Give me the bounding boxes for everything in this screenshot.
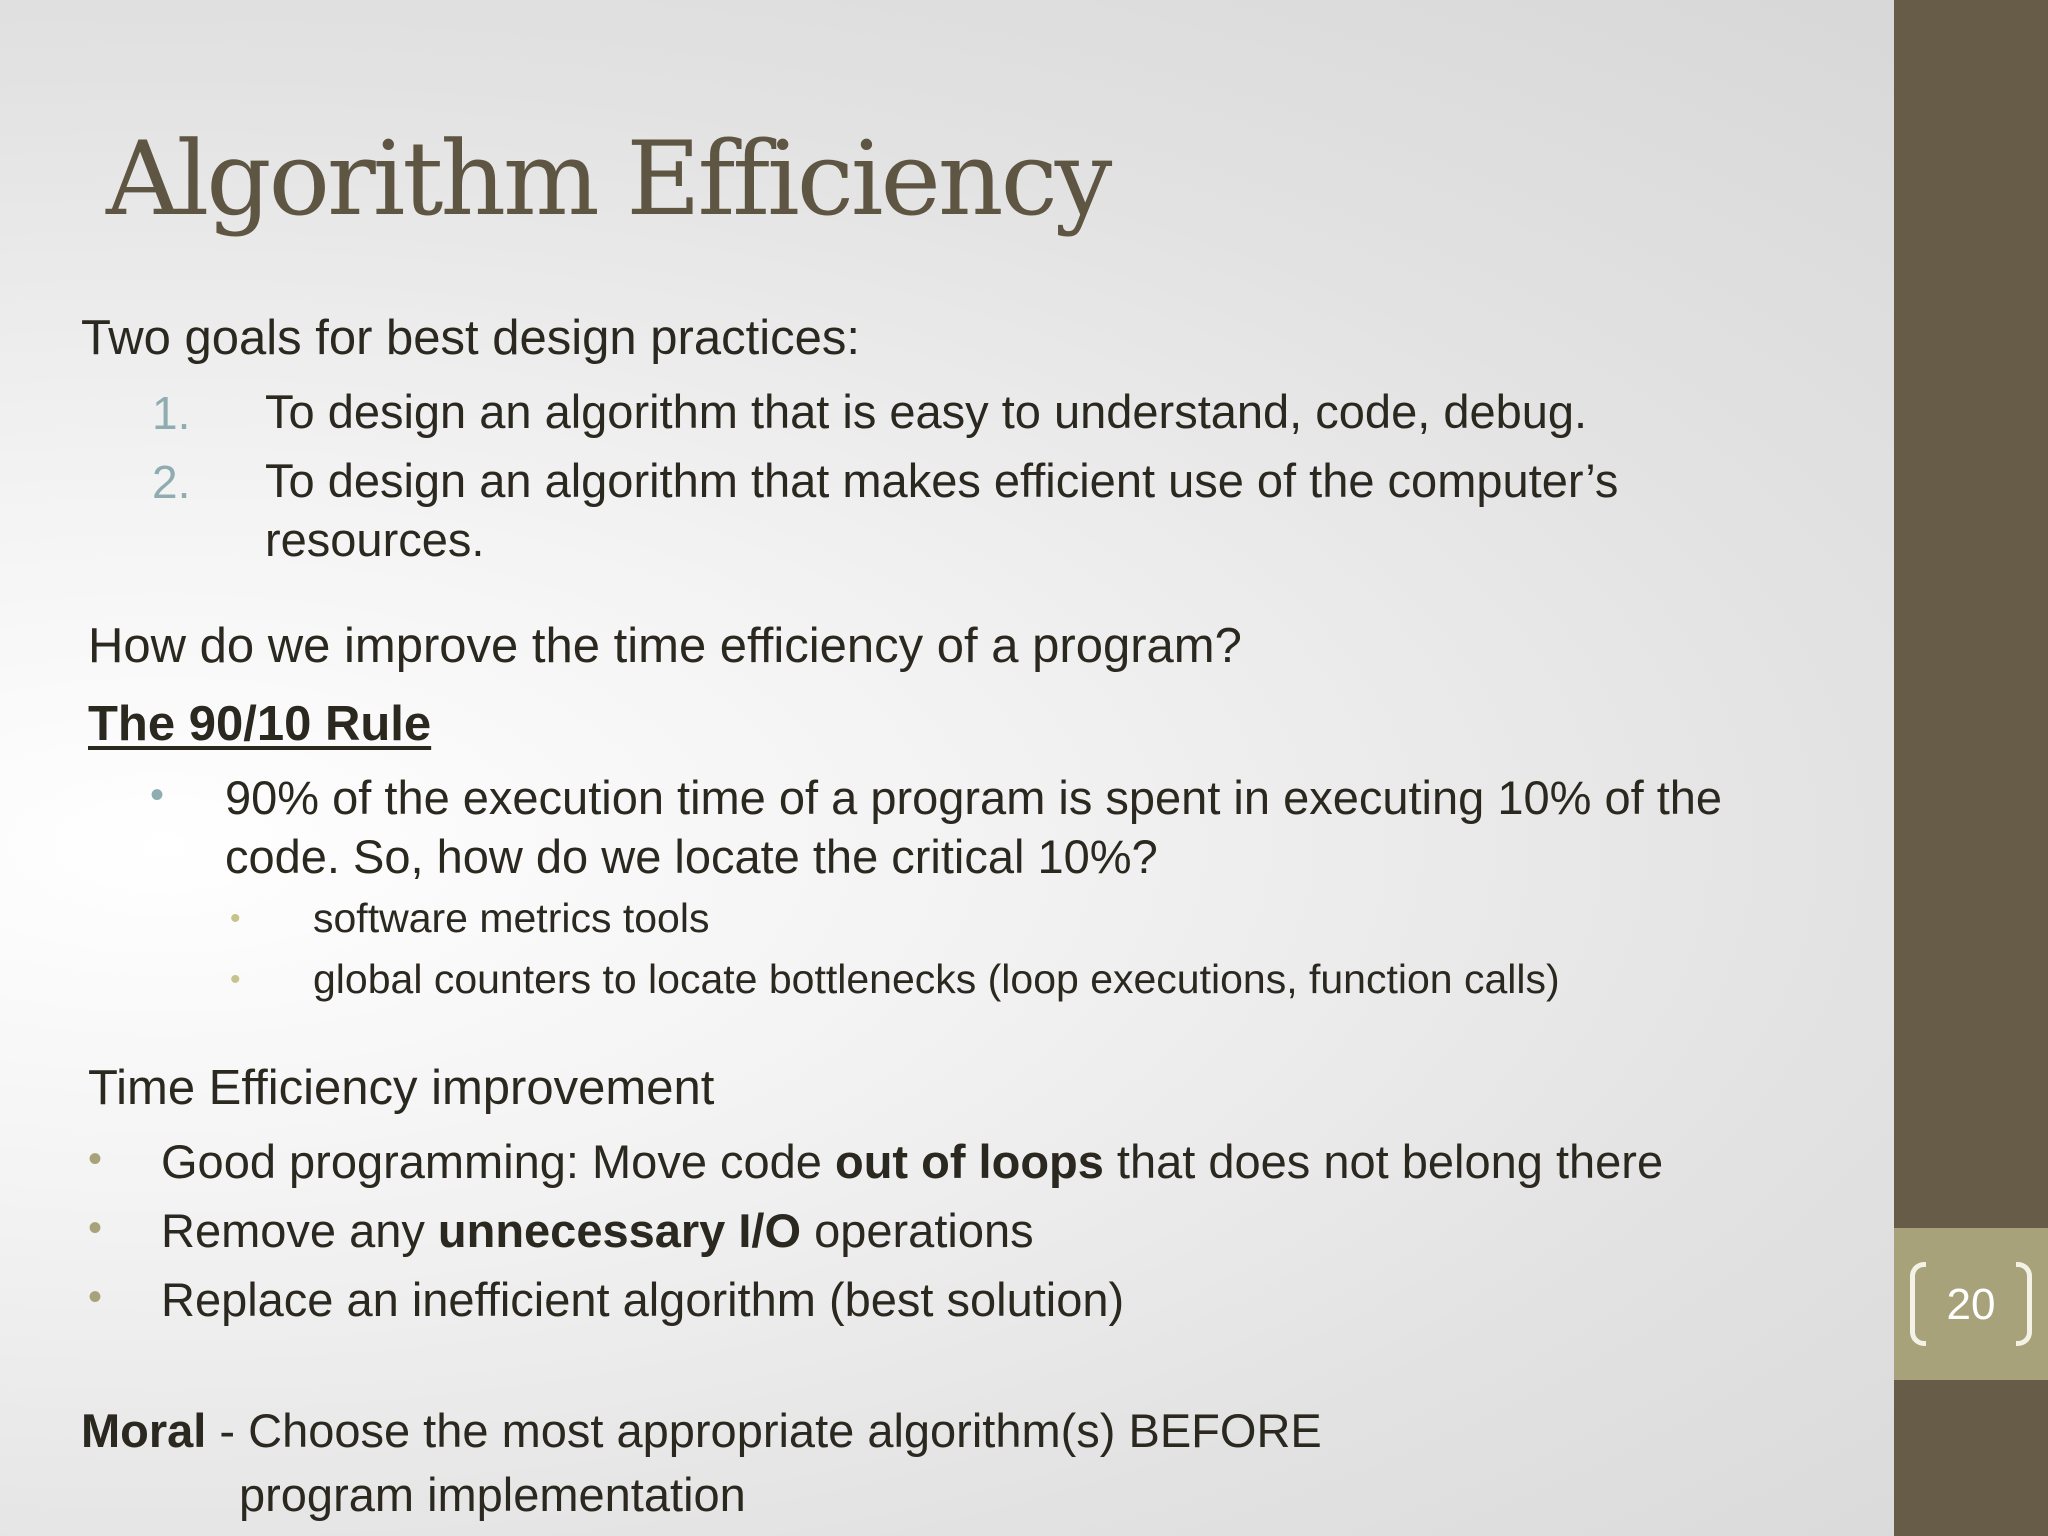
improvement-item: Remove any unnecessary I/O operations xyxy=(161,1204,1034,1257)
bullet-icon: • xyxy=(88,1137,103,1181)
sub-bullet-text: global counters to locate bottlenecks (loop executions, function calls) xyxy=(313,956,1560,1002)
page-number: 20 xyxy=(1946,1280,1996,1329)
question-text: How do we improve the time efficiency of a program? xyxy=(88,619,1242,673)
sub-bullet-icon: • xyxy=(230,963,241,996)
rule-heading: The 90/10 Rule xyxy=(88,697,432,751)
bullet-icon: • xyxy=(88,1275,103,1319)
goal-number: 2. xyxy=(152,456,191,508)
bullet-icon: • xyxy=(88,1206,103,1250)
improvement-item: Replace an inefficient algorithm (best solution) xyxy=(161,1273,1125,1326)
goals-heading: Two goals for best design practices: xyxy=(81,311,860,365)
sub-bullet-icon: • xyxy=(230,902,241,935)
improvement-heading: Time Efficiency improvement xyxy=(88,1061,715,1115)
moral-text: Moral - Choose the most appropriate algorithm(s) BEFORE xyxy=(81,1404,1322,1457)
rule-bullet-text: 90% of the execution time of a program is spent in executing 10% of the xyxy=(225,771,1723,824)
moral-text-continued: program implementation xyxy=(239,1468,746,1521)
goal-item-text: To design an algorithm that makes efficient use of the computer’s xyxy=(265,454,1619,507)
goal-item-text: To design an algorithm that is easy to understand, code, debug. xyxy=(265,385,1588,438)
slide-title: Algorithm Efficiency xyxy=(106,120,1110,239)
improvement-item: Good programming: Move code out of loops that does not belong there xyxy=(161,1135,1664,1188)
rule-bullet-text-continued: code. So, how do we locate the critical 10%? xyxy=(225,830,1158,883)
goal-item-text-continued: resources. xyxy=(265,513,485,566)
sub-bullet-text: software metrics tools xyxy=(313,895,710,941)
bullet-icon: • xyxy=(150,773,165,817)
goal-number: 1. xyxy=(152,387,191,439)
page-number-badge xyxy=(1894,1228,2048,1380)
